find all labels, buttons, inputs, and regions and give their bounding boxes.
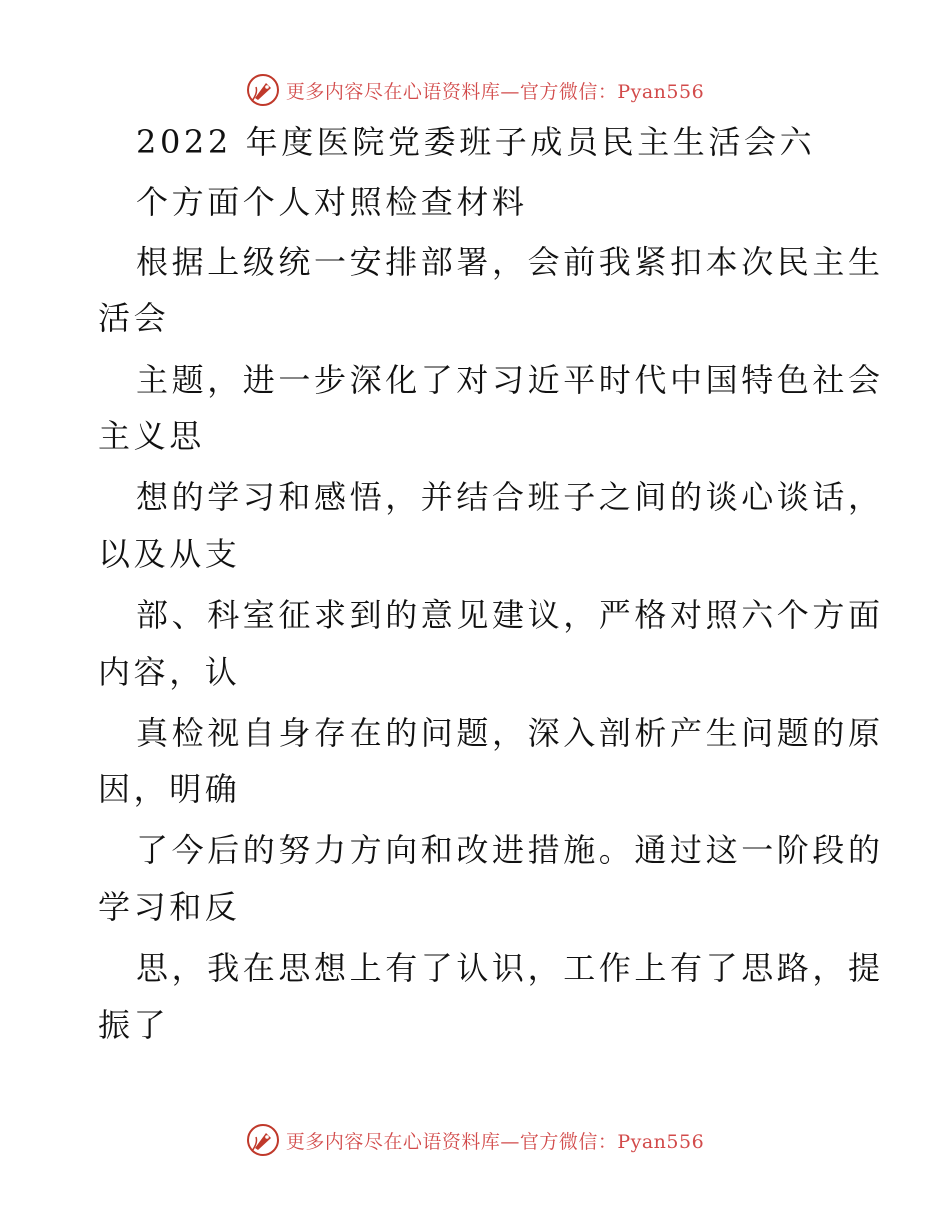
footer-banner-text: 更多内容尽在心语资料库—官方微信：Pyan556 xyxy=(285,1130,705,1153)
paragraph-line: 学习和反 xyxy=(98,888,241,926)
footer-banner xyxy=(0,1120,950,1160)
paragraph-line: 活会 xyxy=(98,299,170,337)
paragraph-line: 主题，进一步深化了对习近平时代中国特色社会 xyxy=(136,361,884,399)
paragraph-line: 振了 xyxy=(98,1006,170,1044)
paragraph-line: 思，我在思想上有了认识，工作上有了思路，提 xyxy=(136,949,884,987)
paragraph-line: 部、科室征求到的意见建议，严格对照六个方面 xyxy=(136,596,884,634)
header-banner-text: 更多内容尽在心语资料库—官方微信：Pyan556 xyxy=(285,80,705,103)
pen-nib-logo xyxy=(246,73,280,107)
paragraph-line: 内容，认 xyxy=(98,653,241,691)
paragraph-line: 根据上级统一安排部署，会前我紧扣本次民主生 xyxy=(136,243,884,281)
paragraph-line: 因，明确 xyxy=(98,770,241,808)
paragraph-line: 真检视自身存在的问题，深入剖析产生问题的原 xyxy=(136,714,884,752)
paragraph-line: 主义思 xyxy=(98,417,205,455)
document-title-line-1: 2022 年度医院党委班子成员民主生活会六 xyxy=(136,123,816,161)
paragraph-line: 以及从支 xyxy=(98,535,241,573)
paragraph-line: 想的学习和感悟，并结合班子之间的谈心谈话， xyxy=(136,478,884,516)
document-title-line-2: 个方面个人对照检查材料 xyxy=(136,183,528,221)
pen-nib-logo xyxy=(246,1123,280,1157)
header-banner xyxy=(0,70,950,110)
paragraph-line: 了今后的努力方向和改进措施。通过这一阶段的 xyxy=(136,831,884,869)
